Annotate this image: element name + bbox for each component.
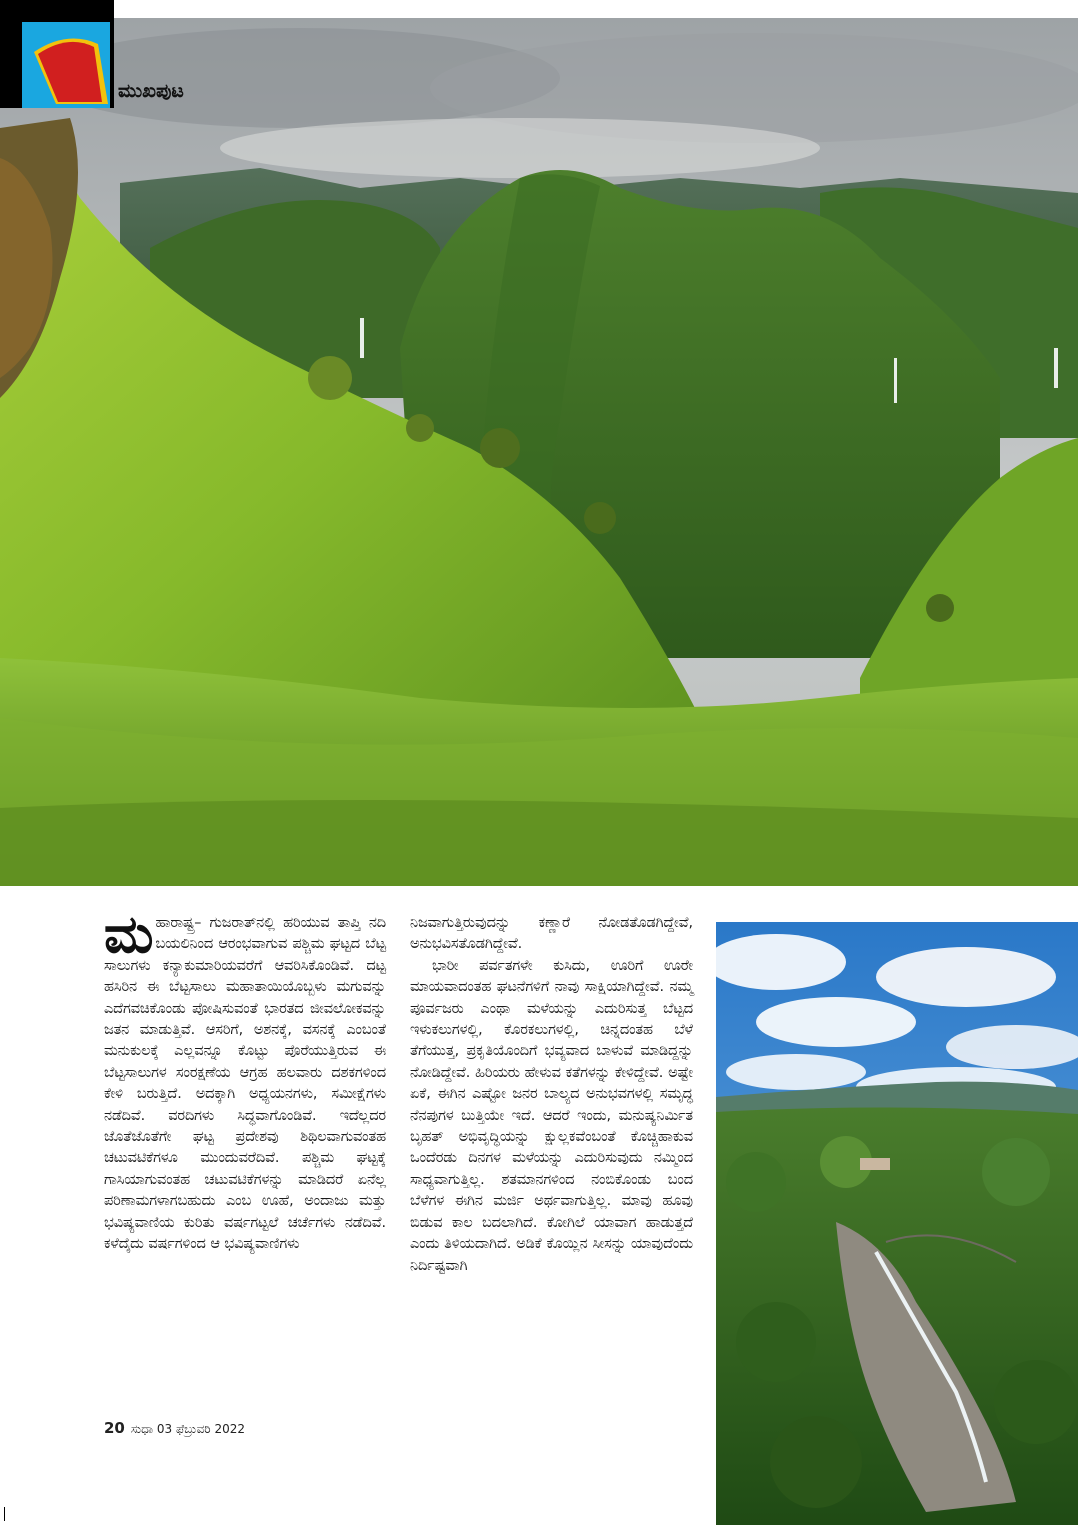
article-paragraph: ನಿಜವಾಗುತ್ತಿರುವುದನ್ನು ಕಣ್ಣಾರೆ ನೋಡತೊಡಗಿದ್ದೇವೆ, ಅನುಭವಿಸತೊಡಗಿದ್ದೇವೆ. xyxy=(410,915,693,953)
side-waterfall-photo xyxy=(716,922,1078,1525)
issue-info: ಸುಧಾ 03 ಫೆಬ್ರುವರಿ 2022 xyxy=(130,1422,245,1436)
magazine-logo-icon xyxy=(22,22,110,108)
paragraph-text: ಹಾರಾಷ್ಟ್ರ– ಗುಜರಾತ್‌ನಲ್ಲಿ ಹರಿಯುವ ತಾಪ್ತಿ ನದಿ ಬಯಲಿನಿಂದ ಆರಂಭವಾಗುವ ಪಶ್ಚಿಮ ಘಟ್ಟದ ಬೆಟ್ಟ ಸಾಲುಗಳು ಕನ್ಯಾಕುಮಾರಿಯವರೆಗೆ ಆವರಿಸಿಕೊಂಡಿವೆ. ದಟ್ಟ ಹಸಿರಿನ ಈ ಬೆಟ್ಟಸಾಲು ಮಹಾತಾಯಿಯೊಬ್ಬಳು ಮಗುವನ್ನು ಎದೆಗವಚಿಕೊಂಡು ಪೋಷಿಸುವಂತೆ ಭಾರತದ ಜೀವಲೋಕವನ್ನು ಜತನ ಮಾಡುತ್ತಿವೆ. ಆಸರಿಗೆ, ಅಶನಕ್ಕೆ, ವಸನಕ್ಕೆ ಎಂಬಂತೆ ಮನುಕುಲಕ್ಕೆ ಎಲ್ಲವನ್ನೂ ಕೊಟ್ಟು ಪೊರೆಯುತ್ತಿರುವ ಈ ಬೆಟ್ಟಸಾಲುಗಳ ಸಂರಕ್ಷಣೆಯ ಆಗ್ರಹ ಹಲವಾರು ದಶಕಗಳಿಂದ ಕೇಳಿ ಬರುತ್ತಿದೆ. ಅದಕ್ಕಾಗಿ ಅಧ್ಯಯನಗಳು, ಸಮೀಕ್ಷೆಗಳು ನಡೆದಿವೆ. ವರದಿಗಳು ಸಿದ್ಧವಾಗೊಂಡಿವೆ. ಇದೆಲ್ಲದರ ಜೊತೆಜೊತೆಗೇ ಘಟ್ಟ ಪ್ರದೇಶವು ಶಿಥಿಲವಾಗುವಂತಹ ಚಟುವಟಿಕೆಗಳೂ ಮುಂದುವರೆದಿವೆ. ಪಶ್ಚಿಮ ಘಟ್ಟಕ್ಕೆ ಗಾಸಿಯಾಗುವಂತಹ ಚಟುವಟಿಕೆಗಳನ್ನು ಮಾಡಿದರೆ ಏನೆಲ್ಲ ಪರಿಣಾಮಗಳಾಗಬಹುದು ಎಂಬ ಊಹೆ, ಅಂದಾಜು ಮತ್ತು ಭವಿಷ್ಯವಾಣಿಯ ಕುರಿತು ವರ್ಷಗಟ್ಟಲೆ ಚರ್ಚೆಗಳು ನಡೆದಿವೆ. ಕಳೆದೈದು ವರ್ಷಗಳಿಂದ ಆ ಭವಿಷ್ಯವಾಣಿಗಳು xyxy=(104,915,386,1253)
page-number: 20 xyxy=(104,1419,125,1437)
page-footer xyxy=(104,1419,245,1437)
valley-landscape-image xyxy=(0,18,1078,886)
article-paragraph xyxy=(104,905,386,1256)
waterfall-forest-image xyxy=(716,922,1078,1525)
hero-photo xyxy=(0,18,1078,886)
crop-mark xyxy=(4,1507,5,1521)
article-paragraph: ಭಾರೀ ಪರ್ವತಗಳೇ ಕುಸಿದು, ಊರಿಗೆ ಊರೇ ಮಾಯವಾದಂತಹ ಘಟನೆಗಳಿಗೆ ನಾವು ಸಾಕ್ಷಿಯಾಗಿದ್ದೇವೆ. ನಮ್ಮ ಪೂರ್ವಜರು ಎಂಥಾ ಮಳೆಯನ್ನು ಎದುರಿಸುತ್ತ ಬೆಟ್ಟದ ಇಳುಕಲುಗಳಲ್ಲಿ, ಕೊರಕಲುಗಳಲ್ಲಿ, ಚಿನ್ನದಂತಹ ಬೆಳೆ ತೆಗೆಯುತ್ತ, ಪ್ರಕೃತಿಯೊಂದಿಗೆ ಭವ್ಯವಾದ ಬಾಳುವೆ ಮಾಡಿದ್ದನ್ನು ನೋಡಿದ್ದೇವೆ. ಹಿರಿಯರು ಹೇಳುವ ಕತೆಗಳನ್ನು ಕೇಳಿದ್ದೇವೆ. ಅಷ್ಟೇ ಏಕೆ, ಈಗಿನ ಎಷ್ಟೋ ಜನರ ಬಾಲ್ಯದ ಅನುಭವಗಳಲ್ಲಿ ಸಮೃದ್ಧ ನೆನಪುಗಳ ಬುತ್ತಿಯೇ ಇದೆ. ಆದರೆ ಇಂದು, ಮನುಷ್ಯನಿರ್ಮಿತ ಬೃಹತ್ ಅಭಿವೃದ್ಧಿಯನ್ನು ಕ್ಷುಲ್ಲಕವೆಂಬಂತೆ ಕೊಚ್ಚಿಹಾಕುವ ಒಂದೆರಡು ದಿನಗಳ ಮಳೆಯನ್ನು ಎದುರಿಸುವುದು ನಮ್ಮಿಂದ ಸಾಧ್ಯವಾಗುತ್ತಿಲ್ಲ. ಶತಮಾನಗಳಿಂದ ನಂಬಿಕೊಂಡು ಬಂದ ಬೆಳೆಗಳ ಈಗಿನ ಮರ್ಜಿ ಅರ್ಥವಾಗುತ್ತಿಲ್ಲ. ಮಾವು ಹೂವು ಬಿಡುವ ಕಾಲ ಬದಲಾಗಿದೆ. ಕೋಗಿಲೆ ಯಾವಾಗ ಹಾಡುತ್ತದೆ ಎಂದು ತಿಳಿಯದಾಗಿದೆ. ಅಡಿಕೆ ಕೊಯ್ಲಿನ ಸೀಸನ್ನು ಯಾವುದೆಂದು ನಿರ್ದಿಷ್ಟವಾಗಿ xyxy=(410,957,693,1274)
article-column-2 xyxy=(410,913,693,1277)
section-label: ಮುಖಪುಟ xyxy=(118,80,184,102)
article-column-1 xyxy=(104,905,386,1256)
drop-cap: ಮ xyxy=(104,905,154,965)
